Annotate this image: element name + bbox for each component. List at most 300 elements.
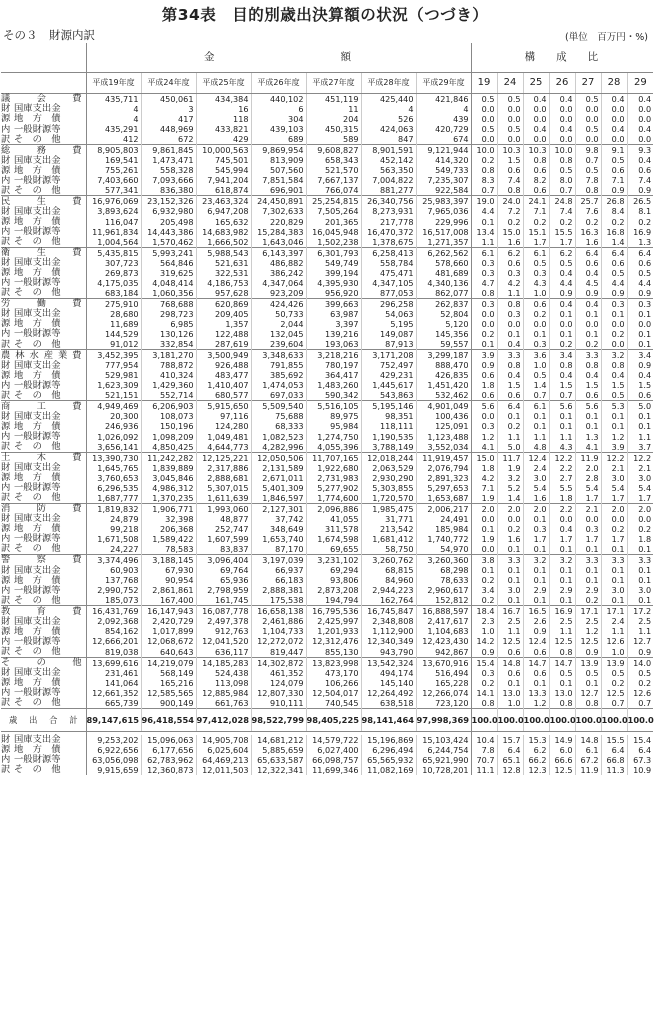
value-cell: 0.1: [523, 595, 549, 606]
section-label-text: [1, 351, 86, 360]
value-cell: 0.0: [523, 114, 549, 124]
header-year-ratio: 29: [627, 73, 653, 94]
value-cell: 2,960,617: [416, 585, 471, 595]
value-cell: 14,683,982: [196, 227, 251, 237]
value-cell: 1,026,092: [86, 432, 141, 442]
value-cell: 1,985,475: [361, 503, 416, 514]
value-cell: 0.3: [601, 298, 627, 309]
side-label: 訳: [1, 594, 11, 606]
value-cell: 1.8: [549, 493, 575, 504]
side-label: 訳: [1, 338, 11, 350]
value-cell: 6,947,208: [196, 207, 251, 217]
value-cell: 1.6: [575, 237, 601, 248]
value-cell: 9,608,827: [306, 145, 361, 156]
value-cell: 2.7: [549, 473, 575, 483]
breakdown-row: [1, 390, 653, 401]
value-cell: 0.6: [601, 258, 627, 268]
value-cell: 1.2: [523, 698, 549, 709]
value-cell: 162,764: [361, 595, 416, 606]
value-cell: 64,469,213: [196, 755, 251, 765]
side-label: 訳: [1, 645, 11, 657]
value-cell: 0.2: [497, 217, 523, 227]
value-cell: 137,768: [86, 575, 141, 585]
value-cell: 16,658,138: [251, 606, 306, 617]
value-cell: 6.2: [549, 247, 575, 258]
value-cell: 93,806: [306, 575, 361, 585]
value-cell: 12,264,492: [361, 688, 416, 698]
value-cell: 0.0: [549, 514, 575, 524]
value-cell: 5,516,105: [306, 401, 361, 412]
value-cell: 1,451,420: [416, 380, 471, 390]
value-cell: 0.1: [638, 595, 652, 606]
value-cell: 450,061: [141, 94, 196, 105]
value-cell: 116,047: [86, 217, 141, 227]
value-cell: 10.4: [471, 735, 497, 745]
value-cell: 8.2: [523, 175, 549, 185]
value-cell: 7,093,666: [141, 175, 196, 185]
value-cell: 12,885,984: [196, 688, 251, 698]
label-char: 業: [57, 349, 68, 361]
value-cell: 23,152,326: [141, 196, 196, 207]
value-cell: 0.1: [638, 544, 652, 555]
breakdown-row: [1, 380, 653, 390]
breakdown-row: [1, 698, 653, 709]
breakdown-row: [1, 422, 653, 432]
value-cell: 332,854: [141, 339, 196, 350]
value-cell: 287,619: [196, 339, 251, 350]
value-cell: 683,184: [86, 288, 141, 299]
value-cell: 15.0: [471, 452, 497, 463]
breakdown-label: そ の 他: [12, 647, 86, 658]
value-cell: 399,194: [306, 268, 361, 278]
breakdown-row: [1, 237, 653, 248]
value-cell: 12,340,349: [361, 636, 416, 646]
breakdown-label: 地 方 債: [12, 268, 86, 278]
value-cell: 65,936: [196, 575, 251, 585]
value-cell: 1.3: [575, 432, 601, 442]
value-cell: 12.4: [523, 452, 549, 463]
value-cell: 1,017,899: [141, 626, 196, 636]
value-cell: 5,277,902: [306, 483, 361, 493]
value-cell: 0.8: [549, 155, 575, 165]
unit-label: (単位 百万円・%): [565, 32, 648, 43]
value-cell: 0.1: [549, 411, 575, 421]
side-label: 訳: [1, 184, 11, 196]
label-char: 消: [1, 503, 11, 515]
value-cell: 0.5: [638, 267, 652, 278]
value-cell: 11.3: [601, 765, 627, 775]
value-cell: 0.8: [471, 165, 497, 175]
value-cell: 2,888,381: [251, 585, 306, 595]
breakdown-row: [1, 544, 653, 555]
value-cell: 0.6: [497, 258, 523, 268]
side-label: 源: [1, 318, 11, 330]
value-cell: 7,505,264: [306, 207, 361, 217]
value-cell: 1,473,471: [141, 155, 196, 165]
label-char: 林: [15, 349, 25, 361]
label-char: 警: [1, 554, 11, 566]
value-cell: 3.0: [497, 585, 523, 595]
side-label: 源: [1, 420, 11, 432]
value-cell: 118: [196, 114, 251, 124]
value-cell: 0.1: [497, 575, 523, 585]
value-cell: 0.9: [638, 185, 652, 196]
value-cell: 11.9: [575, 765, 601, 775]
value-cell: 2.2: [549, 503, 575, 514]
value-cell: 62,783,962: [141, 755, 196, 765]
value-cell: 4.1: [575, 442, 601, 453]
value-cell: 486,882: [251, 258, 306, 268]
value-cell: 12,041,520: [196, 636, 251, 646]
value-cell: 521,570: [306, 165, 361, 175]
value-cell: 910,111: [251, 698, 306, 709]
value-cell: 165,216: [141, 678, 196, 688]
value-cell: 524,438: [196, 668, 251, 678]
value-cell: 847: [361, 134, 416, 145]
financial-table: [1, 43, 653, 775]
value-cell: 0.1: [638, 308, 652, 319]
section-row: [1, 247, 653, 258]
value-cell: 167,400: [141, 595, 196, 606]
value-cell: 6.2: [523, 745, 549, 755]
value-cell: 6,922,656: [86, 745, 141, 755]
breakdown-label: 一般財源等: [12, 278, 86, 288]
value-cell: 1,819,832: [86, 503, 141, 514]
value-cell: 4.4: [638, 277, 652, 288]
value-cell: 15.1: [523, 227, 549, 237]
value-cell: 12,423,430: [416, 636, 471, 646]
value-cell: 132,045: [251, 329, 306, 339]
breakdown-row: [1, 165, 653, 175]
label-char: 農: [1, 349, 11, 361]
value-cell: 68,333: [251, 422, 306, 432]
value-cell: 0.3: [575, 524, 601, 534]
value-cell: 1.6: [497, 534, 523, 544]
label-char: 合: [49, 714, 58, 725]
value-cell: 1,671,508: [86, 534, 141, 544]
value-cell: 205,498: [141, 217, 196, 227]
header-row-2: [1, 73, 653, 94]
value-cell: 1.1: [471, 237, 497, 248]
value-cell: 67.2: [575, 755, 601, 765]
value-cell: 0.3: [523, 339, 549, 350]
section-label-text: [1, 453, 86, 462]
value-cell: 12.6: [633, 687, 652, 698]
value-cell: 100.0: [497, 708, 523, 731]
value-cell: 4.4: [601, 278, 627, 288]
value-cell: 0.5: [523, 258, 549, 268]
value-cell: 2,944,223: [361, 585, 416, 595]
value-cell: 15.4: [633, 734, 652, 745]
side-label: 源: [1, 472, 11, 484]
value-cell: 434,384: [196, 94, 251, 105]
breakdown-row: [1, 411, 653, 421]
breakdown-label: 国庫支出金: [12, 735, 86, 745]
header-row-1: [1, 43, 653, 73]
value-cell: 4: [86, 104, 141, 114]
value-cell: 0.9: [638, 646, 652, 657]
value-cell: 11,919,457: [416, 452, 471, 463]
value-cell: 1,378,675: [361, 237, 416, 248]
value-cell: 0.3: [471, 268, 497, 278]
value-cell: 888,470: [416, 360, 471, 370]
value-cell: 1,357: [196, 319, 251, 329]
value-cell: 674: [416, 134, 471, 145]
value-cell: 0.6: [497, 165, 523, 175]
value-cell: 0.1: [523, 329, 549, 339]
value-cell: 304: [251, 114, 306, 124]
value-cell: 439,103: [251, 124, 306, 134]
side-label: 訳: [1, 287, 11, 299]
value-cell: 912,763: [196, 626, 251, 636]
value-cell: 1.1: [549, 626, 575, 636]
value-cell: 12.6: [601, 636, 627, 646]
value-cell: 100.0: [601, 708, 627, 731]
section-label: [1, 145, 86, 156]
value-cell: 448,969: [141, 124, 196, 134]
value-cell: 6.4: [601, 247, 627, 258]
value-cell: 0.1: [575, 422, 601, 432]
value-cell: 12.5: [549, 765, 575, 775]
value-cell: 0.6: [497, 668, 523, 678]
value-cell: 1.4: [497, 493, 523, 504]
header-amount: 金 額: [86, 43, 471, 73]
value-cell: 2,930,290: [361, 473, 416, 483]
value-cell: 0.5: [601, 155, 627, 165]
header-year-ratio: 26: [549, 73, 575, 94]
total-breakdown-row: [1, 745, 653, 755]
value-cell: 5.4: [638, 482, 652, 493]
value-cell: 661,763: [196, 698, 251, 709]
value-cell: 348,649: [251, 524, 306, 534]
value-cell: 854,162: [86, 626, 141, 636]
value-cell: 6,027,400: [306, 745, 361, 755]
breakdown-row: [1, 185, 653, 196]
value-cell: 175,538: [251, 595, 306, 606]
header-year-amount: 平成27年度: [306, 73, 361, 94]
side-label: 訳: [1, 764, 11, 776]
label-char: の: [36, 656, 46, 668]
value-cell: 9.3: [627, 145, 653, 156]
value-cell: 1,839,889: [141, 463, 196, 473]
value-cell: 0.1: [471, 217, 497, 227]
value-cell: 1,483,260: [306, 380, 361, 390]
value-cell: 0.6: [575, 258, 601, 268]
value-cell: 12,807,330: [251, 688, 306, 698]
section-label: [1, 401, 86, 412]
value-cell: 3,260,360: [416, 555, 471, 566]
value-cell: 0.0: [575, 134, 601, 145]
value-cell: 15.5: [549, 227, 575, 237]
value-cell: 0.1: [549, 422, 575, 432]
value-cell: 0.4: [601, 370, 627, 380]
value-cell: 6.2: [497, 247, 523, 258]
side-label: 内: [1, 584, 11, 596]
value-cell: 2,063,529: [361, 463, 416, 473]
value-cell: 4: [86, 114, 141, 124]
breakdown-label: 国庫支出金: [12, 155, 86, 165]
value-cell: 4,340,136: [416, 278, 471, 288]
breakdown-row: [1, 626, 653, 636]
value-cell: 12,312,476: [306, 636, 361, 646]
breakdown-row: [1, 104, 653, 114]
value-cell: 0.3: [471, 298, 497, 309]
value-cell: 1.9: [471, 534, 497, 544]
breakdown-label: 地 方 債: [12, 165, 86, 175]
value-cell: 0.9: [638, 287, 652, 298]
value-cell: 0.1: [575, 544, 601, 555]
value-cell: 2.0: [601, 503, 627, 514]
breakdown-label: 一般財源等: [12, 227, 86, 237]
value-cell: 1,104,683: [416, 626, 471, 636]
value-cell: 12,050,506: [251, 452, 306, 463]
side-label: 財: [1, 257, 11, 269]
value-cell: 28,680: [86, 309, 141, 319]
value-cell: 1,123,488: [416, 432, 471, 442]
label-char: 総: [1, 144, 11, 156]
value-cell: 12,585,565: [141, 688, 196, 698]
value-cell: 0.2: [471, 595, 497, 606]
value-cell: 0.1: [638, 339, 652, 350]
breakdown-row: [1, 678, 653, 688]
value-cell: 7.1: [471, 483, 497, 493]
value-cell: 1.9: [497, 463, 523, 473]
value-cell: 4.1: [471, 442, 497, 453]
section-row: [1, 606, 653, 617]
value-cell: 3.0: [638, 472, 652, 483]
value-cell: 5.3: [601, 401, 627, 412]
breakdown-label: 一般財源等: [12, 329, 86, 339]
value-cell: 6.1: [523, 401, 549, 412]
label-char: 労: [1, 298, 11, 310]
breakdown-label: 一般財源等: [12, 124, 86, 134]
value-cell: 5.6: [471, 401, 497, 412]
value-cell: 0.1: [497, 329, 523, 339]
value-cell: 100.0: [471, 708, 497, 731]
value-cell: 0.0: [471, 104, 497, 114]
value-cell: 0.8: [549, 698, 575, 709]
value-cell: 269,873: [86, 268, 141, 278]
value-cell: 1,643,046: [251, 237, 306, 248]
value-cell: 5.0: [497, 442, 523, 453]
section-row: [1, 298, 653, 309]
value-cell: 7.4: [549, 207, 575, 217]
value-cell: 461,352: [251, 668, 306, 678]
label-char: 歳: [9, 714, 18, 725]
value-cell: 12.3: [523, 765, 549, 775]
value-cell: 4.3: [523, 278, 549, 288]
value-cell: 0.1: [549, 565, 575, 575]
value-cell: 11: [306, 104, 361, 114]
value-cell: 91,012: [86, 339, 141, 350]
header-year-amount: 平成28年度: [361, 73, 416, 94]
value-cell: 15.4: [471, 657, 497, 668]
value-cell: 0.2: [575, 595, 601, 606]
value-cell: 16,147,943: [141, 606, 196, 617]
value-cell: 12.2: [601, 452, 627, 463]
value-cell: 672: [141, 134, 196, 145]
value-cell: 2,092,368: [86, 616, 141, 626]
value-cell: 24,227: [86, 544, 141, 555]
value-cell: 7,004,822: [361, 175, 416, 185]
value-cell: 0.3: [497, 309, 523, 319]
header-blank-2: [1, 73, 86, 94]
value-cell: 6,143,397: [251, 247, 306, 258]
breakdown-label: 地 方 債: [12, 678, 86, 688]
value-cell: 1.0: [497, 698, 523, 709]
value-cell: 0.3: [523, 268, 549, 278]
value-cell: 3.4: [627, 350, 653, 361]
breakdown-row: [1, 268, 653, 278]
value-cell: 1.4: [601, 237, 627, 248]
value-cell: 60,903: [86, 565, 141, 575]
value-cell: 0.5: [523, 370, 549, 380]
value-cell: 2,044: [251, 319, 306, 329]
value-cell: 7,235,307: [416, 175, 471, 185]
section-label-text: [1, 555, 86, 564]
value-cell: 24.8: [549, 196, 575, 207]
value-cell: 11.9: [575, 452, 601, 463]
value-cell: 0.1: [549, 575, 575, 585]
value-cell: 0.4: [523, 94, 549, 105]
value-cell: 14,219,079: [141, 657, 196, 668]
value-cell: 5.0: [627, 401, 653, 412]
value-cell: 3.0: [601, 473, 627, 483]
value-cell: 0.4: [627, 94, 653, 105]
breakdown-label: 一般財源等: [12, 755, 86, 765]
value-cell: 5,509,540: [251, 401, 306, 412]
value-cell: 926,488: [196, 360, 251, 370]
value-cell: 12,018,244: [361, 452, 416, 463]
value-cell: 16.3: [575, 227, 601, 237]
value-cell: 1,271,357: [416, 237, 471, 248]
value-cell: 5,297,653: [416, 483, 471, 493]
value-cell: 521,631: [196, 258, 251, 268]
label-char: 務: [36, 144, 46, 156]
value-cell: 0.9: [523, 626, 549, 636]
value-cell: 2,127,301: [251, 503, 306, 514]
value-cell: 1,681,412: [361, 534, 416, 544]
value-cell: 0.2: [471, 678, 497, 688]
value-cell: 100.0: [575, 708, 601, 731]
value-cell: 15,096,063: [141, 735, 196, 745]
breakdown-label: 地 方 債: [12, 626, 86, 636]
value-cell: 11.1: [471, 765, 497, 775]
value-cell: 16,470,372: [361, 227, 416, 237]
section-row: [1, 503, 653, 514]
value-cell: 25,254,815: [306, 196, 361, 207]
side-label: 訳: [1, 543, 11, 555]
value-cell: 66,937: [251, 565, 306, 575]
value-cell: 3,348,633: [251, 350, 306, 361]
label-char: 他: [72, 656, 82, 668]
value-cell: 220,829: [251, 217, 306, 227]
value-cell: 0.6: [638, 165, 652, 176]
value-cell: 31,771: [361, 514, 416, 524]
value-cell: 124,280: [196, 422, 251, 432]
label-char: 費: [72, 400, 82, 412]
value-cell: 193,063: [306, 339, 361, 350]
value-cell: 0.8: [497, 298, 523, 309]
value-cell: 3,760,653: [86, 473, 141, 483]
value-cell: 2.9: [575, 585, 601, 595]
value-cell: 98,522,799: [251, 708, 306, 731]
value-cell: 15,284,383: [251, 227, 306, 237]
value-cell: 13,390,730: [86, 452, 141, 463]
breakdown-label: 一般財源等: [12, 534, 86, 544]
value-cell: 68,815: [361, 565, 416, 575]
value-cell: 440,102: [251, 94, 306, 105]
